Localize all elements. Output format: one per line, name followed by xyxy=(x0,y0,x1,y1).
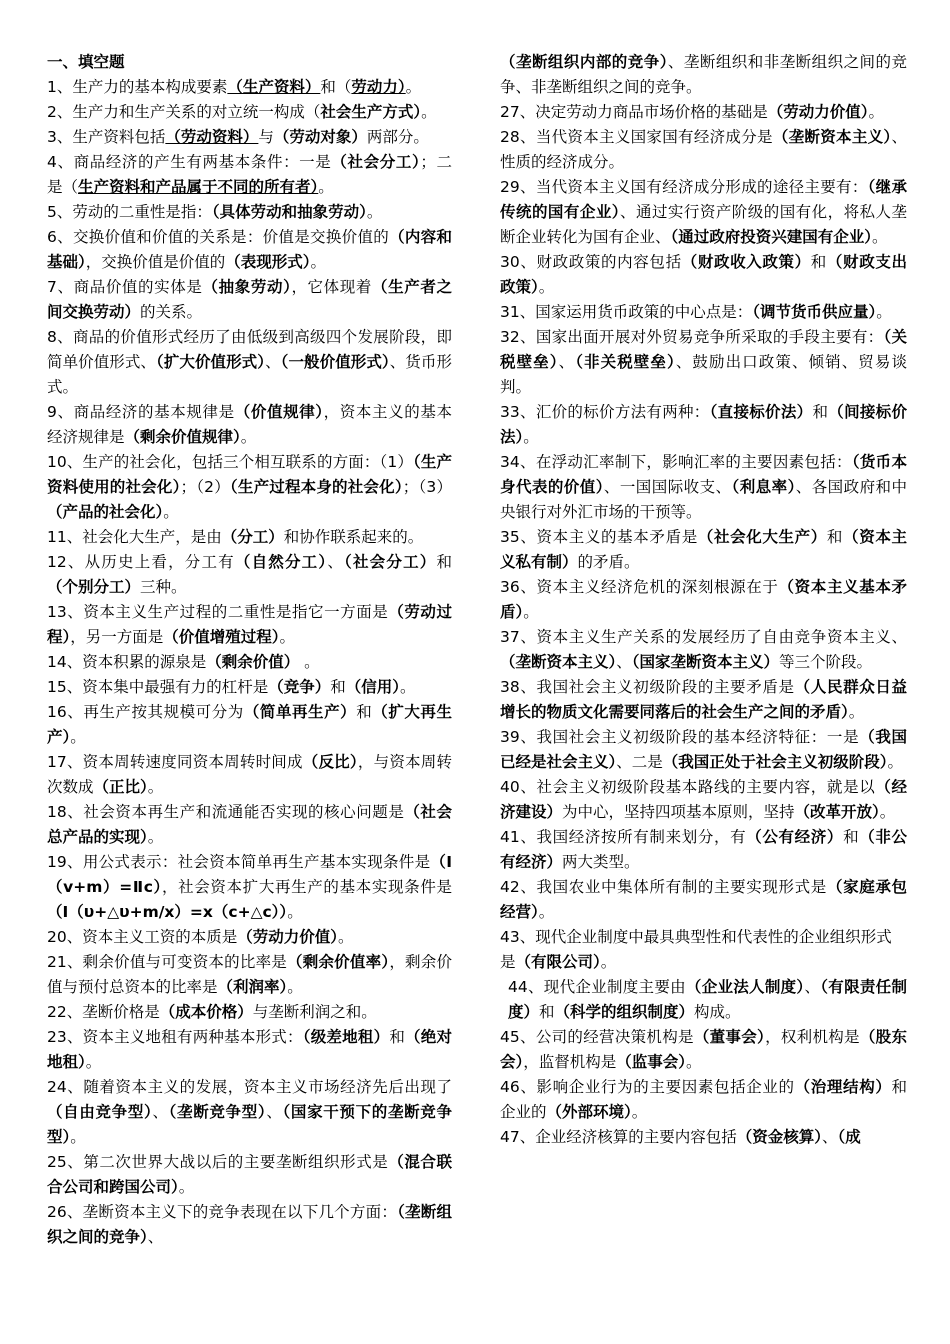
question-text: 。 xyxy=(147,778,164,796)
answer-text: （自由竞争型） xyxy=(47,1103,153,1121)
answer-text: （劳动资料） xyxy=(165,128,259,146)
question-item xyxy=(47,800,452,850)
question-text: 是 xyxy=(500,953,516,971)
answer-text: （劳动力价值） xyxy=(767,103,869,121)
question-text: 、各国政府和中央银行对外汇市场的干预等。 xyxy=(500,478,907,521)
question-text: 28、当代资本主义国家国有经济成分是 xyxy=(500,128,773,146)
question-text: 。 xyxy=(70,728,86,746)
answer-text: （财政支出政策） xyxy=(500,253,907,296)
question-text: 。 xyxy=(600,953,617,971)
answer-text: （直接标价法） xyxy=(709,403,813,421)
answer-text: （生产资料使用的社会化） xyxy=(47,453,452,496)
left-question-list xyxy=(47,75,452,1250)
question-text: 9、商品经济的基本规律是 xyxy=(47,403,235,421)
right-column xyxy=(500,50,907,1150)
answer-text: （具体劳动和抽象劳动） xyxy=(211,203,367,221)
answer-text: （资本主义私有制） xyxy=(500,528,907,571)
answer-text: （级差地租） xyxy=(302,1028,390,1046)
question-item xyxy=(500,875,907,925)
question-text: 38、我国社会主义初级阶段的主要矛盾是 xyxy=(500,678,795,696)
question-text: 。 xyxy=(523,428,539,446)
question-text: 。 xyxy=(310,253,327,271)
question-text: 。 xyxy=(338,928,354,946)
question-item xyxy=(500,100,907,125)
question-text: 、货币形式。 xyxy=(47,353,452,396)
question-text: 。 xyxy=(178,1178,195,1196)
answer-text: （垄断资本主义） xyxy=(772,128,892,146)
question-item xyxy=(47,1150,452,1200)
answer-text: （货币本身代表的价值） xyxy=(500,453,907,496)
question-item xyxy=(500,450,907,525)
answer-text: （绝对地租） xyxy=(47,1028,452,1071)
question-text: 、 xyxy=(266,1103,283,1121)
answer-text: （混合联合公司和跨国公司） xyxy=(47,1153,452,1196)
answer-text: （财政收入政策） xyxy=(681,253,811,271)
answer-text: （劳动对象） xyxy=(273,128,367,146)
answer-text: 生产资料和产品属于不同的所有者） xyxy=(78,178,319,196)
answer-text: （价值增殖过程） xyxy=(163,628,280,646)
answer-text: （继承传统的国有企业） xyxy=(500,178,907,221)
question-text: 13、资本主义生产过程的二重性是指它一方面是 xyxy=(47,603,389,621)
answer-text: （监事会） xyxy=(616,1053,687,1071)
question-item xyxy=(47,1200,452,1250)
question-text: 25、第二次世界大战以后的主要垄断组织形式是 xyxy=(47,1153,389,1171)
answer-text: （剩余价值规律） xyxy=(124,428,241,446)
question-text: 、 xyxy=(152,1103,169,1121)
question-text: 。 xyxy=(872,228,888,246)
question-item xyxy=(500,625,907,675)
answer-text: （外部环境） xyxy=(546,1103,632,1121)
question-item xyxy=(47,75,452,100)
answer-text: （我国已经是社会主义） xyxy=(500,728,907,771)
question-item xyxy=(500,825,907,875)
question-item xyxy=(500,725,907,775)
question-text: 33、汇价的标价方法有两种： xyxy=(500,403,710,421)
question-text: 18、社会资本再生产和流通能否实现的核心问题是 xyxy=(47,803,405,821)
question-item xyxy=(500,400,907,450)
question-item xyxy=(500,575,907,625)
answer-text: （我国正处于社会主义初级阶段） xyxy=(662,753,888,771)
question-text: 与 xyxy=(258,128,274,146)
right-question-list xyxy=(500,50,907,1150)
answer-text: （反比） xyxy=(302,753,358,771)
question-item xyxy=(500,175,907,250)
question-text: 。 xyxy=(686,1053,702,1071)
question-text: 。 xyxy=(879,803,896,821)
question-text: 5、劳动的二重性是指： xyxy=(47,203,212,221)
question-text: 11、社会化大生产，是由 xyxy=(47,528,222,546)
question-text: 34、在浮动汇率制下，影响汇率的主要因素包括： xyxy=(500,453,852,471)
question-text: 35、资本主义的基本矛盾是 xyxy=(500,528,698,546)
question-text: 。 xyxy=(287,978,303,996)
question-text: 和 xyxy=(330,678,346,696)
question-item xyxy=(500,250,907,300)
answer-text: （抽象劳动） xyxy=(202,278,292,296)
question-text: 。 xyxy=(366,203,383,221)
question-text: 19、用公式表示：社会资本简单再生产基本实现条件是 xyxy=(47,853,431,871)
answer-text: （Ⅰ（υ+△υ+m/x）=x（c+△c）） xyxy=(47,903,288,921)
answer-text: 社会生产方式） xyxy=(320,103,422,121)
question-text: 、性质的经济成分。 xyxy=(500,128,907,171)
answer-text: （经济建设） xyxy=(500,778,907,821)
question-text: 。 xyxy=(147,828,164,846)
answer-text: （自然分工） xyxy=(234,553,328,571)
question-text: 。 xyxy=(240,428,257,446)
answer-text: （劳动过程） xyxy=(47,603,452,646)
answer-text: （人民群众日益增长的物质文化需要同落后的社会生产之间的矛盾） xyxy=(500,678,907,721)
question-item xyxy=(47,325,452,400)
question-text: 42、我国农业中集体所有制的主要实现形式是 xyxy=(500,878,827,896)
question-text: 和 xyxy=(389,1028,406,1046)
answer-text: （剩余价值率） xyxy=(287,953,390,971)
question-text: 的矛盾。 xyxy=(577,553,640,571)
question-text: ；（3） xyxy=(402,478,452,496)
question-item xyxy=(47,675,452,700)
answer-text: （个别分工） xyxy=(47,578,141,596)
question-item xyxy=(47,850,452,925)
question-item xyxy=(47,1075,452,1150)
question-text: 。 xyxy=(523,603,539,621)
question-text: 、二是 xyxy=(616,753,663,771)
question-item xyxy=(47,275,452,325)
question-item xyxy=(500,325,907,400)
answer-text: （资金核算） xyxy=(736,1128,822,1146)
question-text: 、 xyxy=(822,1128,838,1146)
question-text: 。 xyxy=(163,503,179,521)
question-text: 、 xyxy=(327,553,345,571)
question-text: 36、资本主义经济危机的深刻根源在于 xyxy=(500,578,779,596)
question-item xyxy=(500,1125,907,1150)
answer-text: （垄断组织之间的竞争） xyxy=(47,1203,452,1246)
question-text: 8、商品的价值形式经历了由低级到高级四个发展阶段，即简单价值形式、 xyxy=(47,328,452,371)
question-text: 。 xyxy=(287,903,303,921)
answer-text: （成 xyxy=(837,1128,861,1146)
question-text: 和 xyxy=(539,1003,555,1021)
question-item xyxy=(47,100,452,125)
question-item xyxy=(500,950,907,975)
question-text: 两部分。 xyxy=(366,128,429,146)
question-text: 47、企业经济核算的主要内容包括 xyxy=(500,1128,737,1146)
answer-text: （生产者之间交换劳动） xyxy=(47,278,452,321)
question-text: 44、现代企业制度主要由 xyxy=(508,978,686,996)
question-text: 40、社会主义初级阶段基本路线的主要内容，就是以 xyxy=(500,778,876,796)
question-text: 39、我国社会主义初级阶段的基本经济特征：一是 xyxy=(500,728,860,746)
question-text: 。 xyxy=(631,1103,648,1121)
question-text: 27、决定劳动力商品市场价格的基础是 xyxy=(500,103,768,121)
question-text: ，监督机构是 xyxy=(523,1053,617,1071)
answer-text: （正比） xyxy=(93,778,148,796)
answer-text: （成本价格） xyxy=(159,1003,253,1021)
answer-text: （调节货币供应量） xyxy=(752,303,877,321)
question-text: ，与资本周转次数成 xyxy=(47,753,452,796)
answer-text: （家庭承包经营） xyxy=(500,878,907,921)
answer-text: （社会化大生产） xyxy=(697,528,827,546)
question-text: 16、再生产按其规模可分为 xyxy=(47,703,244,721)
question-item xyxy=(500,975,907,1025)
question-text: 、 xyxy=(616,653,632,671)
question-text: 的关系。 xyxy=(140,303,203,321)
question-text: 12、从历史上看，分工有 xyxy=(47,553,235,571)
question-text: 、鼓励出口政策、倾销、贸易谈判。 xyxy=(500,353,907,396)
answer-text: （劳动力价值） xyxy=(237,928,338,946)
question-text: ，交换价值是价值的 xyxy=(85,253,226,271)
question-item xyxy=(47,1025,452,1075)
question-text: 和企业的 xyxy=(500,1078,907,1121)
question-text: 和 xyxy=(356,703,373,721)
question-text: 。 xyxy=(887,753,904,771)
question-item xyxy=(47,700,452,750)
answer-text: （非公有经济） xyxy=(500,828,907,871)
answer-text: （社会分工） xyxy=(344,553,437,571)
answer-text: （治理结构） xyxy=(794,1078,892,1096)
question-text: ，社会资本扩大再生产的基本实现条件是 xyxy=(161,878,452,896)
question-text: ，权利机构是 xyxy=(765,1028,860,1046)
question-item xyxy=(47,750,452,800)
answer-text: （资本主义基本矛盾） xyxy=(500,578,907,621)
question-item xyxy=(500,525,907,575)
question-item xyxy=(47,150,452,200)
answer-text: （利息率） xyxy=(731,478,796,496)
answer-text: （竞争） xyxy=(268,678,331,696)
answer-text: （信用） xyxy=(345,678,401,696)
question-text: 等三个阶段。 xyxy=(779,653,873,671)
question-item xyxy=(47,125,452,150)
answer-text: （一般价值形式） xyxy=(280,353,390,371)
question-item xyxy=(47,550,452,600)
answer-text: （内容和基础） xyxy=(47,228,452,271)
question-text: 26、垄断资本主义下的竞争表现在以下几个方面： xyxy=(47,1203,398,1221)
question-item xyxy=(500,50,907,100)
question-text: 32、国家出面开展对外贸易竞争所采取的手段主要有： xyxy=(500,328,884,346)
question-text: 23、资本主义地租有两种基本形式： xyxy=(47,1028,303,1046)
question-text: 14、资本积累的源泉是 xyxy=(47,653,207,671)
question-text: 15、资本集中最强有力的杠杆是 xyxy=(47,678,269,696)
question-text: 。 xyxy=(299,653,320,671)
answer-text: （国家干预下的垄断竞争型） xyxy=(47,1103,452,1146)
question-item xyxy=(47,400,452,450)
answer-text: （董事会） xyxy=(693,1028,766,1046)
question-text: 、一国国际收支、 xyxy=(603,478,732,496)
question-text: 。 xyxy=(318,178,334,196)
question-text: 。 xyxy=(70,1128,86,1146)
question-item xyxy=(500,300,907,325)
question-text: ；（2） xyxy=(180,478,230,496)
question-item xyxy=(500,925,907,950)
answer-text: （生产过程本身的社会化） xyxy=(229,478,403,496)
answer-text: （分工） xyxy=(221,528,284,546)
question-text: 和协作联系起来的。 xyxy=(283,528,424,546)
question-text: 、垄断组织和非垄断组织之间的竞争、非垄断组织之间的竞争。 xyxy=(500,53,907,96)
answer-text: （通过政府投资兴建国有企业） xyxy=(670,228,873,246)
question-text: 24、随着资本主义的发展，资本主义市场经济先后出现了 xyxy=(47,1078,452,1096)
answer-text: （生产资料） xyxy=(227,78,321,96)
question-text: 和 xyxy=(826,528,844,546)
question-text: 。 xyxy=(405,78,422,96)
question-text: 45、公司的经营决策机构是 xyxy=(500,1028,694,1046)
section-heading: 一、填空题 xyxy=(47,53,125,71)
answer-text: （垄断竞争型） xyxy=(168,1103,267,1121)
question-item xyxy=(47,650,452,675)
answer-text: （科学的组织制度） xyxy=(554,1003,695,1021)
question-text: 。 xyxy=(85,1053,102,1071)
answer-text: （扩大价值形式） xyxy=(156,353,266,371)
question-text: 。 xyxy=(868,103,885,121)
question-text: 30、财政政策的内容包括 xyxy=(500,253,682,271)
question-item xyxy=(500,775,907,825)
question-text: 7、商品价值的实体是 xyxy=(47,278,203,296)
question-item xyxy=(47,200,452,225)
answer-text: （简单再生产） xyxy=(243,703,357,721)
question-item xyxy=(47,525,452,550)
answer-text: （股东会） xyxy=(500,1028,907,1071)
question-text: 。 xyxy=(538,903,555,921)
question-text: 。 xyxy=(538,278,555,296)
answer-text: 劳动力） xyxy=(351,78,406,96)
question-text: 和（ xyxy=(320,78,352,96)
question-item xyxy=(500,1075,907,1125)
answer-text: （垄断组织内部的竞争） xyxy=(500,53,668,71)
answer-text: （社会总产品的实现） xyxy=(47,803,452,846)
answer-text: （企业法人制度） xyxy=(685,978,805,996)
question-text: 、 xyxy=(147,1228,164,1246)
question-text: 两大类型。 xyxy=(562,853,640,871)
question-text: 和 xyxy=(812,403,829,421)
question-text: 17、资本周转速度同资本周转时间成 xyxy=(47,753,303,771)
answer-text: （改革开放） xyxy=(794,803,880,821)
question-text: 和 xyxy=(436,553,452,571)
left-column xyxy=(47,50,452,1250)
question-text: 。 xyxy=(400,678,416,696)
answer-text: （有限责任制度） xyxy=(508,978,907,1021)
answer-text: （价值规律） xyxy=(234,403,324,421)
answer-text: （有限公司） xyxy=(515,953,601,971)
question-text: 构成。 xyxy=(694,1003,741,1021)
question-item xyxy=(47,225,452,275)
question-text: 41、我国经济按所有制来划分，有 xyxy=(500,828,747,846)
answer-text: （表现形式） xyxy=(225,253,311,271)
question-text: ，另一方面是 xyxy=(70,628,164,646)
question-text: ，剩余价值与预付总资本的比率是 xyxy=(47,953,452,996)
question-text: 6、交换价值和价值的关系是：价值是交换价值的 xyxy=(47,228,390,246)
question-text: 、 xyxy=(558,353,576,371)
answer-text: （Ⅰ（v+m）=Ⅱc） xyxy=(47,853,452,896)
question-text: 与垄断利润之和。 xyxy=(252,1003,377,1021)
question-item xyxy=(47,1000,452,1025)
question-text: 。 xyxy=(876,303,892,321)
question-text: 2、生产力和生产关系的对立统一构成（ xyxy=(47,103,321,121)
question-text: 。 xyxy=(279,628,296,646)
question-text: 。 xyxy=(848,703,865,721)
answer-text: （公有经济） xyxy=(746,828,844,846)
question-text: 29、当代资本主义国有经济成分形成的途径主要有： xyxy=(500,178,868,196)
question-text: 1、生产力的基本构成要素 xyxy=(47,78,228,96)
question-text: ；二是（ xyxy=(47,153,452,196)
question-item xyxy=(500,675,907,725)
question-item xyxy=(500,1025,907,1075)
question-item xyxy=(47,950,452,1000)
answer-text: （剩余价值） xyxy=(206,653,300,671)
question-item xyxy=(47,925,452,950)
question-text: 31、国家运用货币政策的中心点是： xyxy=(500,303,753,321)
question-text: 和 xyxy=(810,253,827,271)
question-text: 37、资本主义生产关系的发展经历了自由竞争资本主义、 xyxy=(500,628,907,646)
question-text: 10、生产的社会化，包括三个相互联系的方面：（1） xyxy=(47,453,413,471)
question-text: 。 xyxy=(421,103,437,121)
question-item xyxy=(500,125,907,175)
answer-text: （非关税壁垒） xyxy=(575,353,676,371)
answer-text: （国家垄断资本主义） xyxy=(631,653,780,671)
question-text: ，它体现着 xyxy=(291,278,373,296)
question-text: 为中心，坚持四项基本原则，坚持 xyxy=(562,803,795,821)
question-text: 21、剩余价值与可变资本的比率是 xyxy=(47,953,288,971)
question-text: 46、影响企业行为的主要因素包括企业的 xyxy=(500,1078,795,1096)
answer-text: （产品的社会化） xyxy=(47,503,164,521)
answer-text: （扩大再生产） xyxy=(47,703,452,746)
answer-text: （关税壁垒） xyxy=(500,328,907,371)
question-item xyxy=(47,600,452,650)
question-text: 三种。 xyxy=(140,578,187,596)
question-text: 4、商品经济的产生有两基本条件：一是 xyxy=(47,153,332,171)
question-text: 、通过实行资产阶级的国有化，将私人垄断企业转化为国有企业、 xyxy=(500,203,907,246)
question-item xyxy=(47,450,452,525)
question-text: 43、现代企业制度中最具典型性和代表性的企业组织形式 xyxy=(500,928,892,946)
answer-text: （利润率） xyxy=(217,978,288,996)
question-text: 22、垄断价格是 xyxy=(47,1003,160,1021)
answer-text: （垄断资本主义） xyxy=(500,653,617,671)
question-text: ，资本主义的基本经济规律是 xyxy=(47,403,452,446)
answer-text: （间接标价法） xyxy=(500,403,907,446)
question-text: 、 xyxy=(804,978,821,996)
question-text: 和 xyxy=(843,828,860,846)
question-text: 20、资本主义工资的本质是 xyxy=(47,928,238,946)
question-text: 、 xyxy=(265,353,281,371)
question-text: 3、生产资料包括 xyxy=(47,128,166,146)
answer-text: （社会分工） xyxy=(331,153,421,171)
